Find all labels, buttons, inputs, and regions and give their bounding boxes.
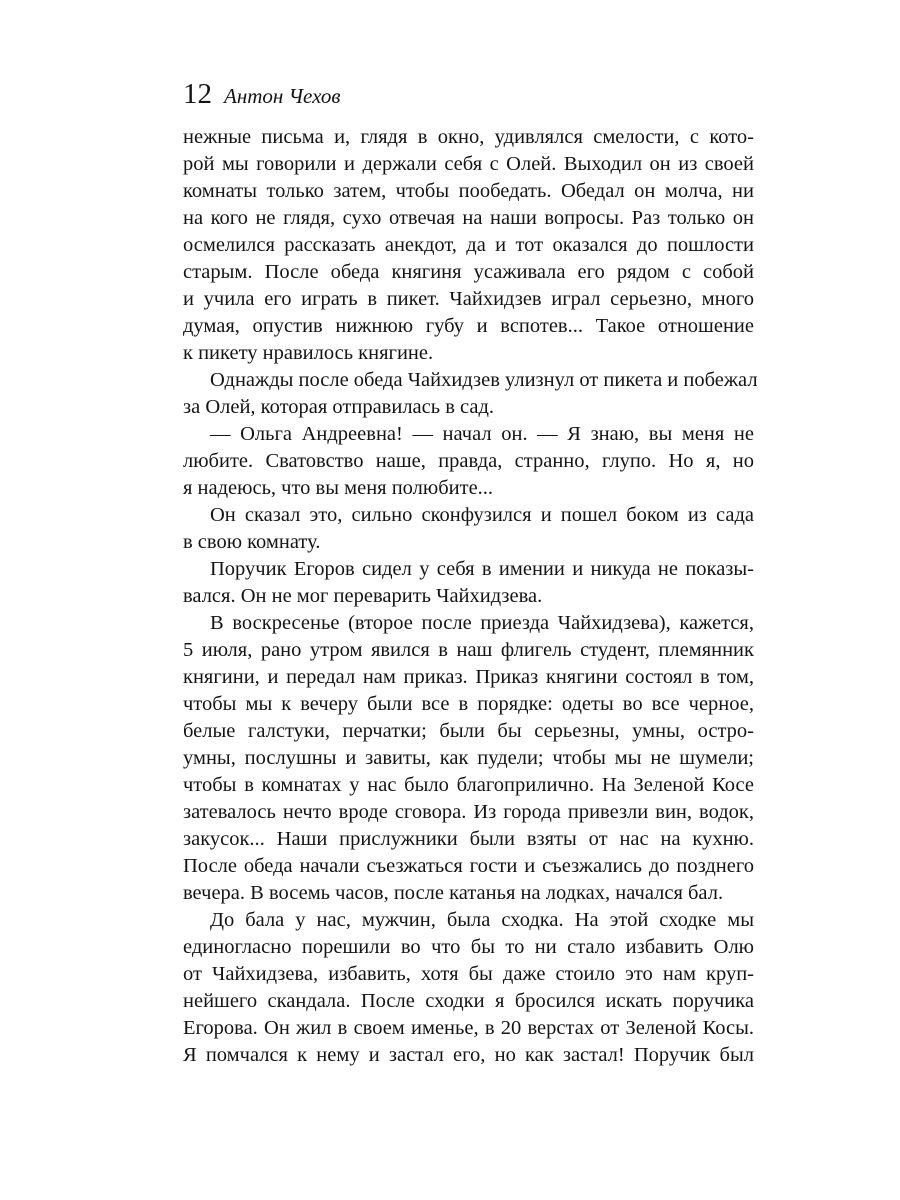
text-line: нейшего скандала. После сходки я бросился искать поручика <box>183 990 754 1012</box>
text-line: к пикету нравилось княгине. <box>183 342 434 364</box>
text-line: думая, опустив нижнюю губу и вспотев... Такое отношение <box>183 315 754 337</box>
text-line: вечера. В восемь часов, после катанья на лодках, начался бал. <box>183 882 724 904</box>
text-line: Однажды после обеда Чайхидзев улизнул от пикета и побежал <box>210 369 758 391</box>
running-head-author: Антон Чехов <box>224 84 341 108</box>
text-line: от Чайхидзева, избавить, хотя бы даже стоило это нам круп- <box>183 963 754 985</box>
text-line: Я помчался к нему и застал его, но как застал! Поручик был <box>183 1044 754 1066</box>
text-line: затевалось нечто вроде сговора. Из города привезли вин, водок, <box>183 801 754 823</box>
text-line: Поручик Егоров сидел у себя в имении и никуда не показы- <box>210 558 754 580</box>
text-line: комнаты только затем, чтобы пообедать. Обедал он молча, ни <box>183 180 754 202</box>
text-line: нежные письма и, глядя в окно, удивлялся смелости, с кото- <box>183 126 754 148</box>
text-line: — Ольга Андреевна! — начал он. — Я знаю, вы меня не <box>210 423 754 445</box>
text-line: Он сказал это, сильно сконфузился и пошел боком из сада <box>210 504 754 526</box>
text-line: чтобы в комнатах у нас было благоприлично. На Зеленой Косе <box>183 774 754 796</box>
text-line: старым. После обеда княгиня усаживала его рядом с собой <box>183 261 754 283</box>
text-line: вался. Он не мог переварить Чайхидзева. <box>183 585 543 607</box>
text-line: умны, послушны и завиты, как пудели; чтобы мы не шумели; <box>183 747 754 769</box>
text-line: До бала у нас, мужчин, была сходка. На этой сходке мы <box>210 909 754 931</box>
running-header <box>183 76 341 112</box>
text-line: за Олей, которая отправилась в сад. <box>183 396 495 418</box>
text-line: рой мы говорили и держали себя с Олей. Выходил он из своей <box>183 153 754 175</box>
text-line: в свою комнату. <box>183 531 321 553</box>
text-line: закусок... Наши прислужники были взяты от нас на кухню. <box>183 828 754 850</box>
text-line: любите. Сватовство наше, правда, странно, глупо. Но я, но <box>183 450 754 472</box>
text-line: единогласно порешили во что бы то ни стало избавить Олю <box>183 936 754 958</box>
page-number: 12 <box>183 78 212 110</box>
text-line: Егорова. Он жил в своем именье, в 20 верстах от Зеленой Косы. <box>183 1017 754 1039</box>
text-line: на кого не глядя, сухо отвечая на наши вопросы. Раз только он <box>183 207 754 229</box>
text-line: В воскресенье (второе после приезда Чайхидзева), кажется, <box>210 612 754 634</box>
text-line: белые галстуки, перчатки; были бы серьезны, умны, остро- <box>183 720 754 742</box>
text-line: я надеюсь, что вы меня полюбите... <box>183 477 494 499</box>
text-line: После обеда начали съезжаться гости и съезжались до позднего <box>183 855 754 877</box>
text-line: княгини, и передал нам приказ. Приказ княгини состоял в том, <box>183 666 754 688</box>
text-line: 5 июля, рано утром явился в наш флигель студент, племянник <box>183 639 754 661</box>
body-text <box>183 124 758 1069</box>
text-line: чтобы мы к вечеру были все в порядке: одеты во все черное, <box>183 693 754 715</box>
text-line: и учила его играть в пикет. Чайхидзев играл серьезно, много <box>183 288 754 310</box>
text-line: осмелился рассказать анекдот, да и тот оказался до пошлости <box>183 234 754 256</box>
